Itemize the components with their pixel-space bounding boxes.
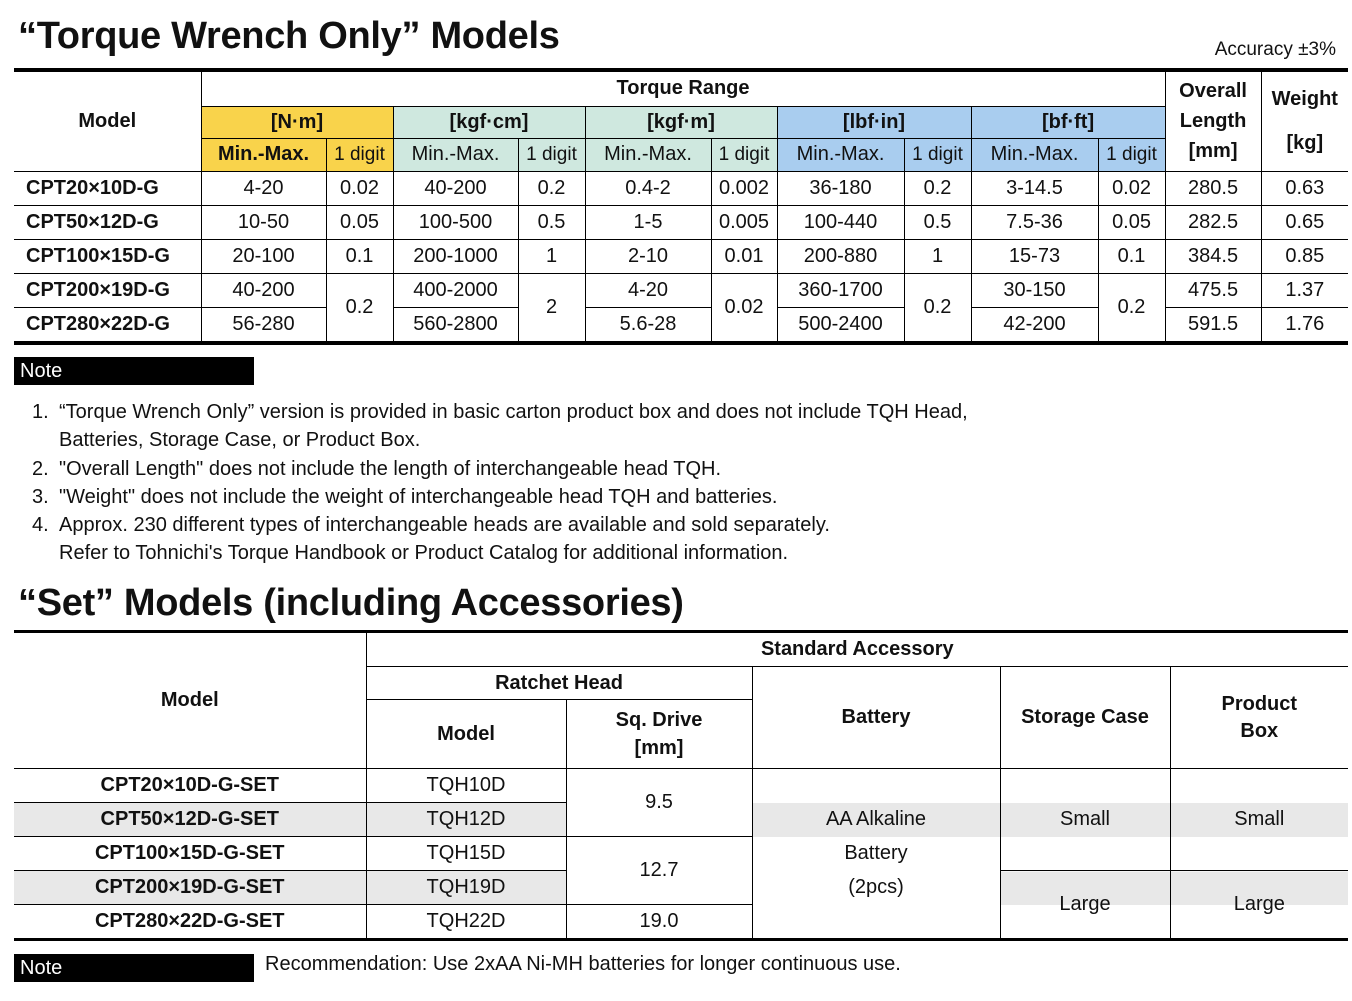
header-model: Model — [14, 70, 201, 171]
unit-lbfin: [lbf·in] — [777, 106, 971, 138]
nm-digit-cell: 0.05 — [326, 205, 393, 239]
set-model-cell: CPT280×22D-G-SET — [14, 905, 366, 940]
one-digit-header: 1 digit — [518, 138, 585, 171]
recommendation-text: Recommendation: Use 2xAA Ni-MH batteries for longer continuous use. — [265, 953, 901, 975]
min-max-header: Min.-Max. — [585, 138, 711, 171]
bfft-range-cell: 30-150 — [971, 273, 1098, 307]
header-storage-case: Storage Case — [1000, 667, 1170, 769]
set-model-cell: CPT20×10D-G-SET — [14, 769, 366, 803]
sq-drive-cell: 12.7 — [566, 837, 752, 905]
nm-range-cell: 20-100 — [201, 239, 326, 273]
kgfm-digit-cell: 0.01 — [711, 239, 777, 273]
header-standard-accessory: Standard Accessory — [366, 632, 1348, 667]
kgfm-range-cell: 4-20 — [585, 273, 711, 307]
note-text: Batteries, Storage Case, or Product Box. — [59, 429, 421, 452]
sq-drive-cell: 9.5 — [566, 769, 752, 837]
header-product-box: Product Box — [1170, 667, 1348, 769]
header-sq-drive: Sq. Drive [mm] — [566, 700, 752, 769]
lbfin-digit-cell: 0.2 — [904, 171, 971, 205]
weight-cell: 1.37 — [1261, 273, 1348, 307]
bfft-digit-cell: 0.1 — [1098, 239, 1165, 273]
bfft-range-cell: 7.5-36 — [971, 205, 1098, 239]
model-cell: CPT20×10D-G — [14, 171, 201, 205]
kgfm-digit-cell: 0.02 — [711, 273, 777, 343]
battery-cell: Battery — [752, 837, 1000, 871]
model-cell: CPT200×19D-G — [14, 273, 201, 307]
lbfin-digit-cell: 1 — [904, 239, 971, 273]
battery-cell: (2pcs) — [752, 871, 1000, 905]
note-number: 4. — [32, 514, 49, 537]
weight-cell: 0.65 — [1261, 205, 1348, 239]
min-max-header: Min.-Max. — [777, 138, 904, 171]
weight-cell: 0.63 — [1261, 171, 1348, 205]
kgfcm-range-cell: 400-2000 — [393, 273, 518, 307]
lbfin-digit-cell: 0.2 — [904, 273, 971, 343]
table-row — [14, 837, 1348, 871]
lbfin-range-cell: 36-180 — [777, 171, 904, 205]
note-text: Approx. 230 different types of interchangeable heads are available and sold separately. — [59, 514, 830, 537]
battery-cell: AA Alkaline — [752, 803, 1000, 837]
header-set-model: Model — [14, 632, 366, 769]
model-cell: CPT100×15D-G — [14, 239, 201, 273]
one-digit-header: 1 digit — [1098, 138, 1165, 171]
set-models-table — [14, 630, 1348, 941]
kgfm-digit-cell: 0.005 — [711, 205, 777, 239]
kgfcm-range-cell: 40-200 — [393, 171, 518, 205]
min-max-header: Min.-Max. — [393, 138, 518, 171]
nm-range-cell: 10-50 — [201, 205, 326, 239]
note-number: 1. — [32, 401, 49, 423]
note-number: 3. — [32, 485, 49, 508]
kgfcm-range-cell: 200-1000 — [393, 239, 518, 273]
head-model-cell: TQH12D — [366, 803, 566, 837]
kgfcm-digit-cell: 2 — [518, 273, 585, 343]
storage-case-cell: Small — [1000, 803, 1170, 837]
model-cell: CPT50×12D-G — [14, 205, 201, 239]
header-torque-range: Torque Range — [201, 70, 1165, 106]
nm-range-cell: 40-200 — [201, 273, 326, 307]
kgfm-range-cell: 5.6-28 — [585, 307, 711, 343]
length-cell: 475.5 — [1165, 273, 1261, 307]
table-row — [14, 769, 1348, 803]
note-item — [32, 483, 1232, 511]
product-box-cell: Large — [1170, 871, 1348, 940]
set-model-cell: CPT100×15D-G-SET — [14, 837, 366, 871]
torque-wrench-only-title: “Torque Wrench Only” Models — [18, 15, 560, 57]
lbfin-digit-cell: 0.5 — [904, 205, 971, 239]
bfft-range-cell: 3-14.5 — [971, 171, 1098, 205]
note-number: 2. — [32, 457, 49, 480]
set-model-cell: CPT200×19D-G-SET — [14, 871, 366, 905]
kgfm-range-cell: 2-10 — [585, 239, 711, 273]
note-text: Refer to Tohnichi's Torque Handbook or Product Catalog for additional information. — [59, 542, 789, 565]
set-models-title: “Set” Models (including Accessories) — [18, 582, 684, 624]
head-model-cell: TQH22D — [366, 905, 566, 940]
bfft-range-cell: 15-73 — [971, 239, 1098, 273]
torque-wrench-only-table — [14, 68, 1348, 345]
notes-list — [32, 398, 1232, 568]
table-row — [14, 273, 1348, 307]
length-cell: 384.5 — [1165, 239, 1261, 273]
lbfin-range-cell: 200-880 — [777, 239, 904, 273]
header-overall-length: Overall Length [mm] — [1165, 70, 1261, 171]
note-item — [32, 398, 1232, 455]
min-max-header: Min.-Max. — [971, 138, 1098, 171]
bfft-range-cell: 42-200 — [971, 307, 1098, 343]
nm-range-cell: 4-20 — [201, 171, 326, 205]
table-row — [14, 171, 1348, 205]
unit-kgfcm: [kgf·cm] — [393, 106, 585, 138]
accuracy-label: Accuracy ±3% — [1214, 39, 1336, 60]
kgfcm-digit-cell: 0.5 — [518, 205, 585, 239]
bfft-digit-cell: 0.02 — [1098, 171, 1165, 205]
kgfm-range-cell: 1-5 — [585, 205, 711, 239]
one-digit-header: 1 digit — [711, 138, 777, 171]
nm-digit-cell: 0.2 — [326, 273, 393, 343]
header-weight: Weight [kg] — [1261, 70, 1348, 171]
nm-digit-cell: 0.1 — [326, 239, 393, 273]
nm-digit-cell: 0.02 — [326, 171, 393, 205]
kgfcm-range-cell: 100-500 — [393, 205, 518, 239]
nm-range-cell: 56-280 — [201, 307, 326, 343]
header-battery: Battery — [752, 667, 1000, 769]
length-cell: 591.5 — [1165, 307, 1261, 343]
one-digit-header: 1 digit — [326, 138, 393, 171]
lbfin-range-cell: 100-440 — [777, 205, 904, 239]
note-text: "Weight" does not include the weight of interchangeable head TQH and batteries. — [59, 485, 778, 508]
kgfm-digit-cell: 0.002 — [711, 171, 777, 205]
length-cell: 282.5 — [1165, 205, 1261, 239]
kgfm-range-cell: 0.4-2 — [585, 171, 711, 205]
note-item — [32, 511, 1232, 568]
unit-bfft: [bf·ft] — [971, 106, 1165, 138]
kgfcm-digit-cell: 0.2 — [518, 171, 585, 205]
note-badge: Note — [14, 954, 254, 982]
note-text: “Torque Wrench Only” version is provided in basic carton product box and does not include TQH Head, — [59, 401, 968, 423]
sq-drive-cell: 19.0 — [566, 905, 752, 940]
head-model-cell: TQH19D — [366, 871, 566, 905]
header-rh-model: Model — [366, 700, 566, 769]
bfft-digit-cell: 0.2 — [1098, 273, 1165, 343]
product-box-cell: Small — [1170, 803, 1348, 837]
table-row — [14, 205, 1348, 239]
unit-kgfm: [kgf·m] — [585, 106, 777, 138]
note-text: "Overall Length" does not include the length of interchangeable head TQH. — [59, 457, 722, 480]
weight-cell: 1.76 — [1261, 307, 1348, 343]
kgfcm-digit-cell: 1 — [518, 239, 585, 273]
model-cell: CPT280×22D-G — [14, 307, 201, 343]
head-model-cell: TQH15D — [366, 837, 566, 871]
note-item — [32, 455, 1232, 483]
min-max-header: Min.-Max. — [201, 138, 326, 171]
one-digit-header: 1 digit — [904, 138, 971, 171]
lbfin-range-cell: 360-1700 — [777, 273, 904, 307]
head-model-cell: TQH10D — [366, 769, 566, 803]
kgfcm-range-cell: 560-2800 — [393, 307, 518, 343]
bfft-digit-cell: 0.05 — [1098, 205, 1165, 239]
header-ratchet-head: Ratchet Head — [366, 667, 752, 700]
unit-nm: [N·m] — [201, 106, 393, 138]
storage-case-cell: Large — [1000, 871, 1170, 940]
lbfin-range-cell: 500-2400 — [777, 307, 904, 343]
table-row — [14, 239, 1348, 273]
note-badge: Note — [14, 357, 254, 385]
length-cell: 280.5 — [1165, 171, 1261, 205]
set-model-cell: CPT50×12D-G-SET — [14, 803, 366, 837]
weight-cell: 0.85 — [1261, 239, 1348, 273]
